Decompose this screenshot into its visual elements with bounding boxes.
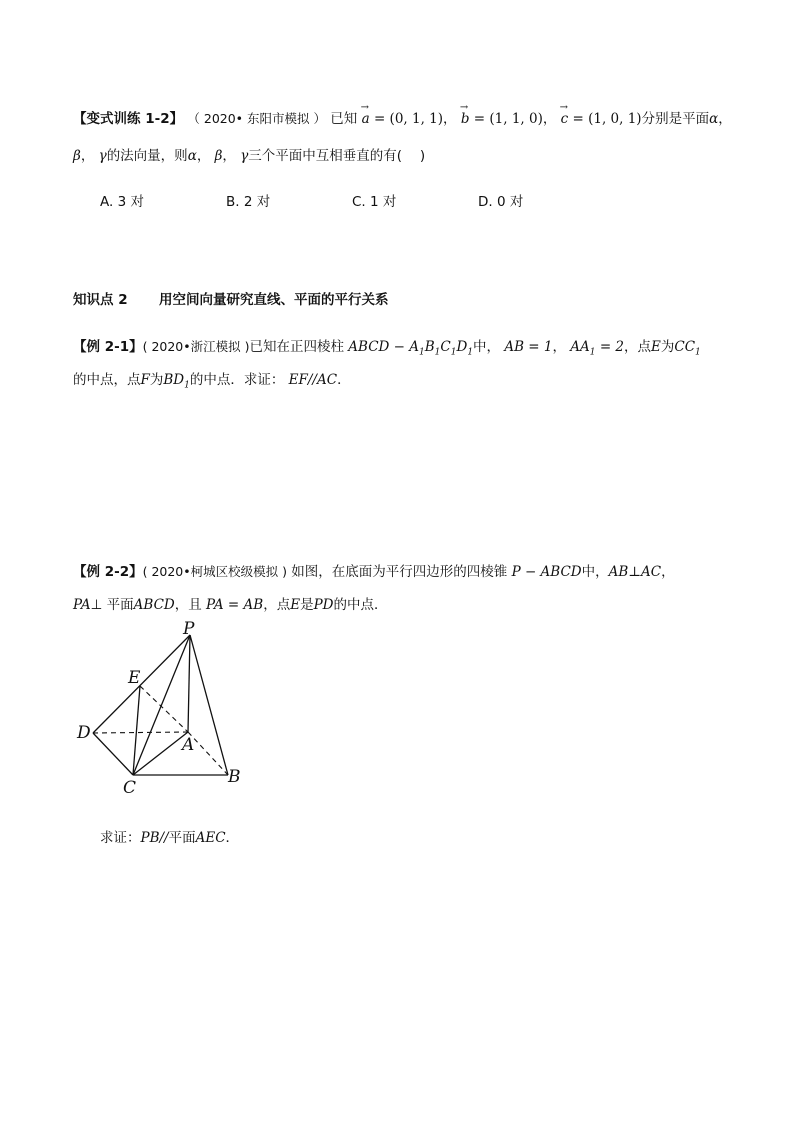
label-c: C — [123, 778, 137, 798]
option-d: D. 0 对 — [478, 194, 524, 210]
example1-line2-c: 的中点．求证： — [189, 372, 285, 388]
example1-text3: 点 — [637, 339, 652, 355]
problem1-line2-text2: 三个平面中互相垂直的有( ) — [248, 148, 426, 164]
problem1-line1: 【变式训练 1-2】 （ 2020• 东阳市模拟 ） 已知 → a = (0, 1, 1)， → b = (1, 1, 0)， → c = (1, 0, 1)分别是平面α， — [73, 102, 732, 127]
cc1: $CC_1$ — [674, 339, 701, 358]
vector-b: → b — [459, 102, 470, 127]
point-e-2: E — [290, 597, 301, 613]
edge-pa — [188, 635, 190, 732]
problem1-line2: β， γ的法向量，则α， β， γ三个平面中互相垂直的有( ) — [73, 148, 426, 164]
example2-line2-a: ⊥ 平面 — [90, 597, 134, 613]
label-a: A — [182, 735, 195, 755]
example1-line1: 【例 2-1】( 2020•浙江模拟 )已知在正四棱柱 ABCD − $A_1B_1C_1D_1$中， AB = 1， $AA_1 = 2$，点E为$CC_1$ — [73, 339, 701, 358]
option-c: C. 1 对 — [352, 194, 397, 210]
vector-a-value: = (0, 1, 1) — [369, 111, 444, 127]
example1-line2-b: 为 — [149, 372, 164, 388]
example2-label: 【例 2-2】 — [73, 564, 143, 580]
vector-b-value: = (1, 1, 0) — [469, 111, 543, 127]
label-e: E — [128, 668, 141, 688]
problem1-intro: 已知 — [330, 111, 358, 127]
point-f: F — [140, 372, 150, 388]
pyramid-figure — [70, 620, 260, 800]
aa-equation: $AA_1 = 2$ — [570, 339, 625, 358]
problem1-label: 【变式训练 1-2】 — [73, 111, 184, 127]
problem1-source: （ 2020• 东阳市模拟 ） — [187, 111, 326, 126]
example2-line2-d: 是 — [300, 597, 314, 613]
example2-text2: 中， — [581, 564, 609, 580]
prove-text: 平面 — [168, 830, 196, 846]
prove-statement — [100, 826, 239, 846]
vector-c-value: = (1, 0, 1) — [568, 111, 642, 127]
ab-equation: AB = 1 — [504, 339, 553, 355]
alpha-2: α — [187, 148, 197, 164]
label-p: P — [183, 620, 195, 639]
plane-abcd: ABCD — [133, 597, 175, 613]
example2-line1: 【例 2-2】( 2020•柯城区校级模拟 ) 如图，在底面为平行四边形的四棱锥 P − ABCD中，AB⊥AC， — [73, 564, 675, 580]
bd1: $BD_1$ — [163, 372, 190, 391]
ef-parallel-ac: EF//AC — [288, 372, 338, 388]
edge-ea-hidden — [140, 686, 188, 732]
example2-source: ( 2020•柯城区校级模拟 ) — [142, 564, 287, 579]
pyramid-expression: P − ABCD — [511, 564, 582, 580]
vector-a: → a — [360, 102, 370, 127]
pa-segment: PA — [73, 597, 91, 613]
problem1-text: 分别是平面 — [641, 111, 710, 127]
gamma-2: γ — [240, 148, 249, 164]
example2-line2-e: 的中点． — [333, 597, 388, 613]
example2-text1: 如图，在底面为平行四边形的四棱锥 — [291, 564, 508, 580]
example1-text1: 已知在正四棱柱 — [249, 339, 344, 355]
example1-line2-a: 的中点，点 — [73, 372, 141, 388]
point-e: E — [651, 339, 661, 355]
label-d: D — [77, 723, 91, 743]
vector-c: → c — [559, 102, 569, 127]
knowledge-label: 知识点 2 — [73, 292, 128, 308]
prove-label: 求证： — [100, 830, 141, 846]
knowledge-title: 用空间向量研究直线、平面的平行关系 — [159, 292, 389, 308]
option-a: A. 3 对 — [100, 194, 144, 210]
beta-2: β — [214, 148, 223, 164]
pb-parallel: PB// — [140, 830, 169, 846]
example1-label: 【例 2-1】 — [73, 339, 143, 355]
example1-period: ． — [337, 372, 351, 388]
example1-line2 — [73, 368, 351, 391]
option-b: B. 2 对 — [226, 194, 271, 210]
example1-text4: 为 — [660, 339, 675, 355]
example2-line2-c: ，点 — [263, 597, 291, 613]
pa-equals-ab: PA = AB — [206, 597, 264, 613]
prism-expression: ABCD − $A_1B_1C_1D_1$ — [348, 339, 474, 358]
example1-source: ( 2020•浙江模拟 ) — [142, 339, 250, 354]
alpha: α — [709, 111, 719, 127]
edge-pd — [93, 635, 190, 733]
example2-line2 — [73, 593, 387, 613]
beta: β — [73, 148, 81, 164]
example1-text2: 中， — [473, 339, 501, 355]
label-b: B — [228, 767, 241, 787]
pd-segment: PD — [313, 597, 334, 613]
gamma: γ — [98, 148, 107, 164]
plane-aec: AEC — [195, 830, 226, 846]
example2-line2-b: ，且 — [174, 597, 202, 613]
edge-da-hidden — [93, 732, 188, 733]
prove-end: ． — [225, 830, 240, 846]
ab-perp-ac: AB⊥AC — [608, 564, 662, 580]
edge-dc — [93, 733, 133, 775]
problem1-line2-text1: 的法向量，则 — [106, 148, 188, 164]
knowledge-heading — [73, 288, 389, 308]
